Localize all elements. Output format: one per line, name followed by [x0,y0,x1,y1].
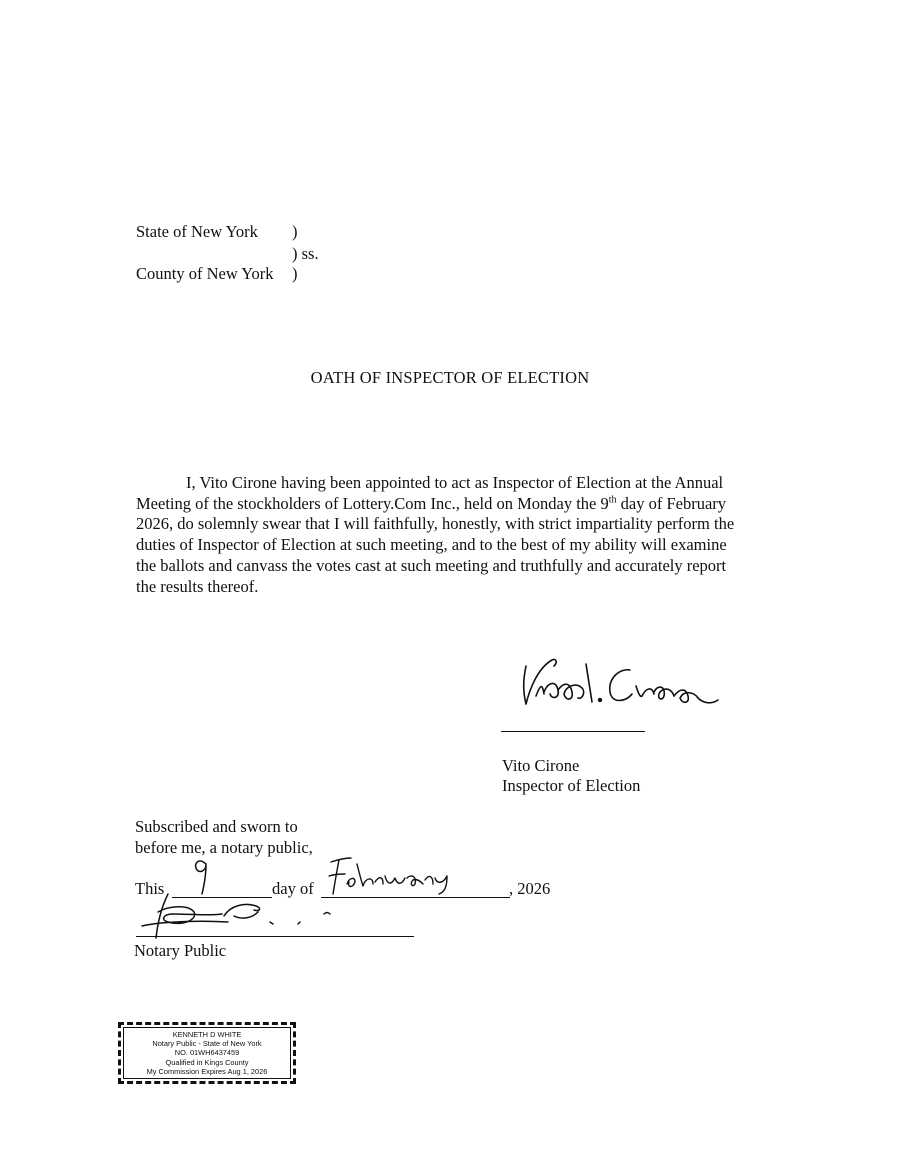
inspector-role: Inspector of Election [502,776,641,795]
oath-line-6: the results thereof. [136,576,259,596]
inspector-name: Vito Cirone [502,756,580,775]
jurat-line-2: before me, a notary public, [135,838,313,857]
notary-stamp [118,1022,296,1084]
document-title-text: OATH OF INSPECTOR OF ELECTION [310,368,590,387]
oath-line-2-tail: day of February [616,493,727,513]
notary-signature [138,886,338,946]
handwritten-month [325,854,475,898]
jurat-day-of-label: day of [272,879,314,898]
stamp-line-5: My Commission Expires Aug 1, 2026 [146,1066,268,1076]
venue-bracket-bottom: ) [292,264,298,283]
jurat-this-label: This [135,879,165,898]
notary-label: Notary Public [134,941,227,960]
inspector-signature-line [501,731,645,732]
oath-paragraph [136,473,816,597]
inspector-signature [512,652,722,716]
jurat-year-label: , 2026 [509,879,551,898]
jurat-line-1: Subscribed and sworn to [135,817,298,836]
stamp-line-4: Qualified in Kings County [165,1057,249,1067]
notary-stamp-inner [123,1027,291,1079]
notary-signature-line [136,936,414,937]
oath-line-4: duties of Inspector of Election at such meeting, and to the best of my ability will examine [136,535,727,555]
oath-line-2-head: Meeting of the stockholders of Lottery.Com Inc., held on Monday the 9 [136,493,609,513]
ordinal-suffix: th [608,494,617,506]
oath-line-5: the ballots and canvass the votes cast at such meeting and truthfully and accurately report [136,555,727,575]
venue-bracket-top: ) [292,222,298,241]
venue-bracket-ss: ) ss. [292,244,319,263]
stamp-line-2: Notary Public - State of New York [152,1039,262,1049]
document-title [0,368,900,388]
oath-line-1: I, Vito Cirone having been appointed to act as Inspector of Election at the Annual [186,473,724,492]
stamp-line-3: NO. 01WH6437459 [174,1048,240,1058]
stamp-line-1: KENNETH D WHITE [172,1030,242,1039]
oath-line-2 [136,494,816,515]
venue-county: County of New York [136,264,274,283]
oath-line-3: 2026, do solemnly swear that I will faithfully, honestly, with strict impartiality perform the [136,514,735,534]
venue-state: State of New York [136,222,258,241]
